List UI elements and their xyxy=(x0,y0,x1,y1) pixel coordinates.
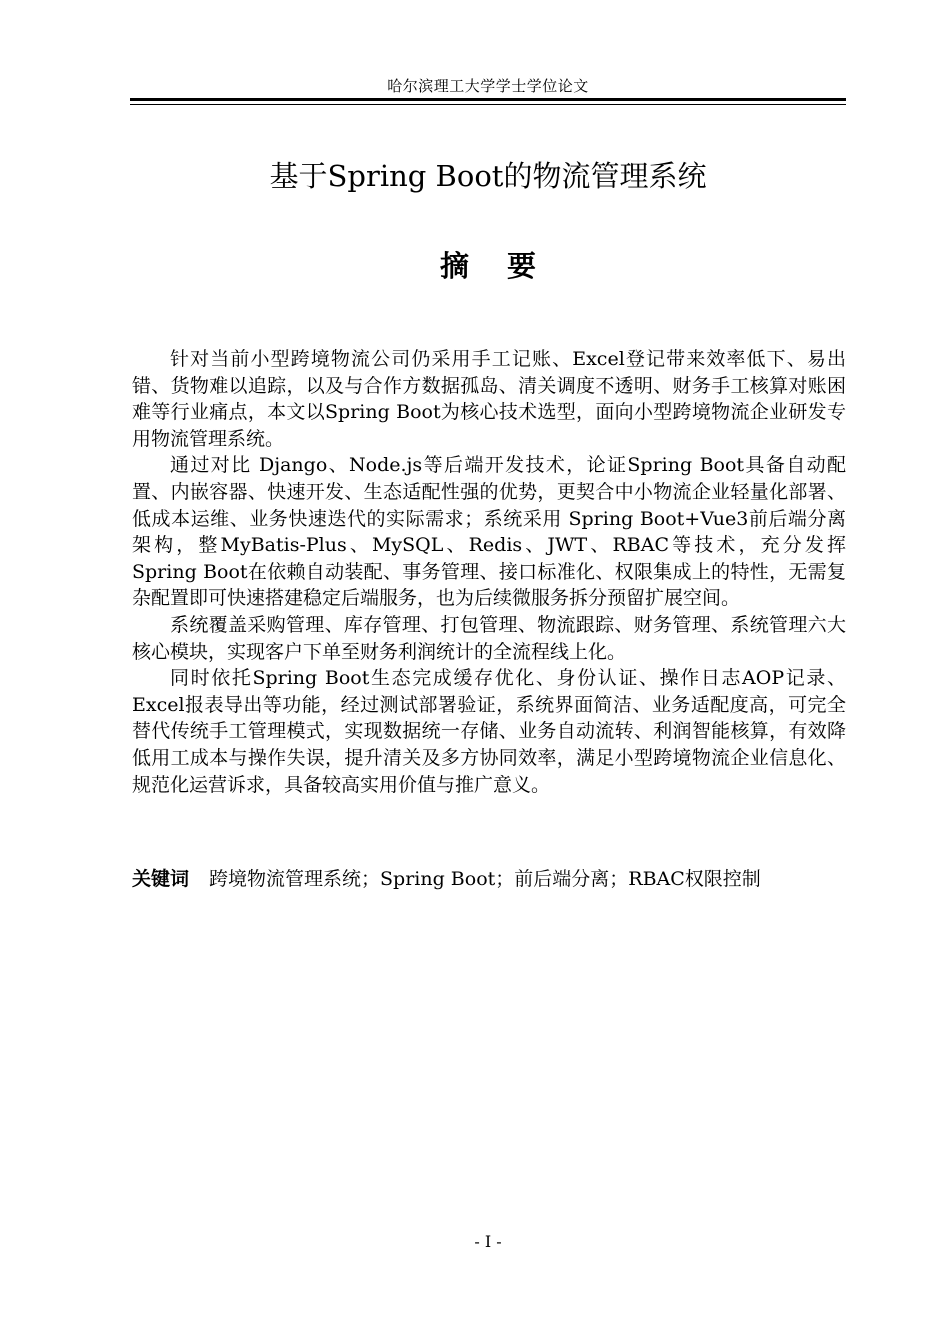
keywords-text: 跨境物流管理系统；Spring Boot；前后端分离；RBAC权限控制 xyxy=(209,868,761,890)
keywords-line xyxy=(132,866,846,892)
paper-title: 基于Spring Boot的物流管理系统 xyxy=(269,159,707,193)
running-header: 哈尔滨理工大学学士学位论文 xyxy=(387,77,589,95)
abstract-body xyxy=(132,346,846,798)
page-number: - I - xyxy=(474,1232,502,1251)
abstract-paragraph: 通过对比 Django、Node.js等后端开发技术，论证Spring Boot具备自动配置、内嵌容器、快速开发、生态适配性强的优势，更契合中小物流企业轻量化部署、低成本运维、业务快速迭代的实际需求；系统采用 Spring Boot+Vue3前后端分离架构，整MyBatis-Plus、MySQL、Redis、JWT、RBAC等技术，充分发挥Spring Boot在依赖自动装配、事务管理、接口标准化、权限集成上的特性，无需复杂配置即可快速搭建稳定后端服务，也为后续微服务拆分预留扩展空间。 xyxy=(132,454,846,610)
keywords-label: 关键词 xyxy=(132,868,190,890)
abstract-paragraph: 针对当前小型跨境物流公司仍采用手工记账、Excel登记带来效率低下、易出错、货物难以追踪，以及与合作方数据孤岛、清关调度不透明、财务手工核算对账困难等行业痛点，本文以Spring Boot为核心技术选型，面向小型跨境物流企业研发专用物流管理系统。 xyxy=(132,348,846,450)
abstract-heading: 摘要 xyxy=(439,249,574,283)
abstract-paragraph: 系统覆盖采购管理、库存管理、打包管理、物流跟踪、财务管理、系统管理六大核心模块，实现客户下单至财务利润统计的全流程线上化。 xyxy=(132,613,846,663)
abstract-paragraph: 同时依托Spring Boot生态完成缓存优化、身份认证、操作日志AOP记录、Excel报表导出等功能，经过测试部署验证，系统界面简洁、业务适配度高，可完全替代传统手工管理模式，实现数据统一存储、业务自动流转、利润智能核算，有效降低用工成本与操作失误，提升清关及多方协同效率，满足小型跨境物流企业信息化、规范化运营诉求，具备较高实用价值与推广意义。 xyxy=(132,667,846,796)
header-rule xyxy=(130,98,846,105)
